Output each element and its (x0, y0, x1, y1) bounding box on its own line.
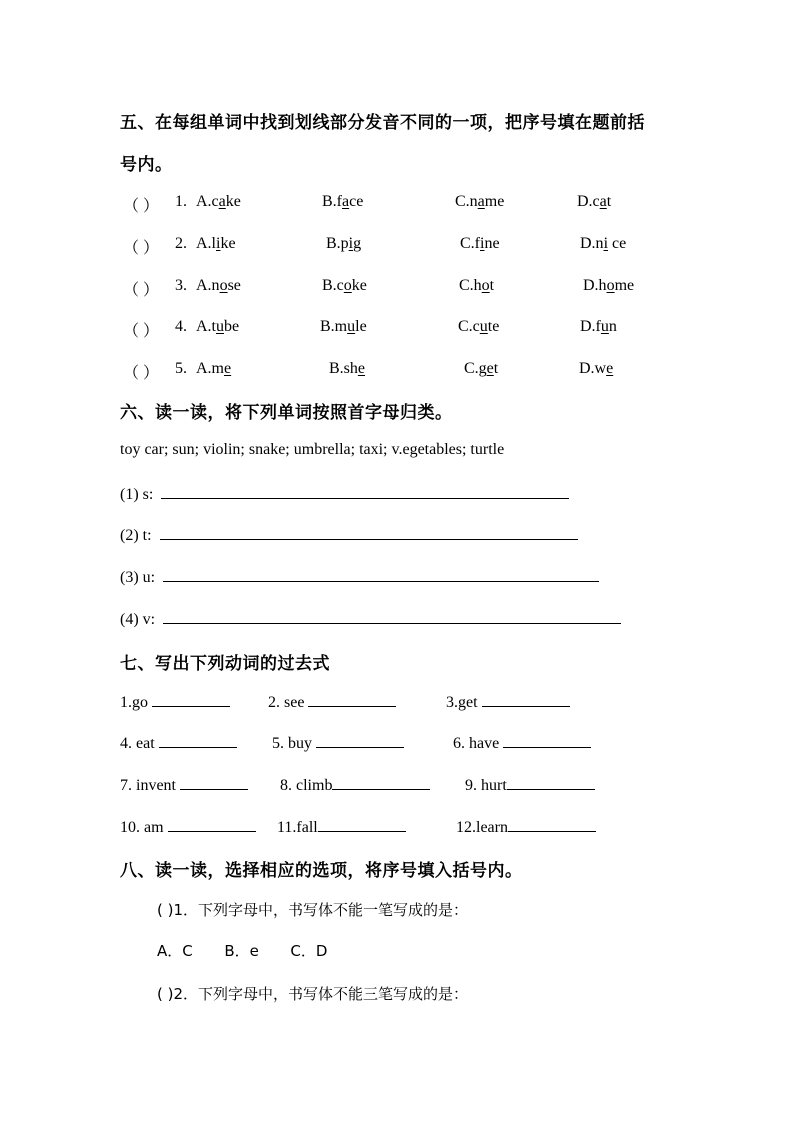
option-prefix: A.t (196, 318, 216, 335)
underlined-letter: o (219, 277, 228, 294)
answer-blank[interactable] (503, 733, 591, 748)
underlined-letter: i (348, 235, 354, 252)
word-list: toy car; sun; violin; snake; umbrella; taxi; v.egetables; turtle (120, 441, 505, 458)
option-prefix: B.m (320, 318, 348, 335)
answer-blank[interactable] (159, 733, 237, 748)
option-prefix: C.h (459, 277, 482, 294)
verb-item (456, 817, 596, 837)
option-prefix: D.n (580, 235, 604, 252)
answer-parentheses[interactable]: （ ） (123, 282, 160, 299)
answer-blank[interactable] (507, 775, 595, 790)
verb-item (120, 775, 248, 795)
verb-label: 5. buy (272, 735, 312, 752)
option-b (322, 193, 363, 211)
answer-blank[interactable] (318, 817, 406, 832)
option-d (583, 277, 634, 295)
verb-item (120, 692, 230, 712)
option-prefix: A.c (196, 193, 219, 210)
classify-label: (4) v: (120, 611, 156, 628)
underlined-letter: i (480, 235, 485, 252)
verb-item (453, 733, 591, 753)
answer-blank[interactable] (163, 609, 621, 624)
option-a (196, 193, 241, 211)
option-suffix: ce (349, 193, 364, 210)
answer-parentheses[interactable]: （ ） (123, 365, 160, 382)
verb-label: 6. have (453, 735, 500, 752)
option-prefix: A.m (196, 360, 224, 377)
verb-label: 3.get (446, 694, 478, 711)
option-c (464, 360, 498, 378)
section-5-title-line2: 号内。 (120, 155, 173, 174)
verb-label: 4. eat (120, 735, 155, 752)
option-prefix: A.n (196, 277, 220, 294)
question-number: 4. (175, 318, 187, 335)
option-prefix: D.c (577, 193, 600, 210)
option-suffix: me (614, 277, 635, 294)
answer-blank[interactable] (508, 817, 596, 832)
answer-blank[interactable] (160, 525, 578, 540)
choice-question-2 (157, 983, 468, 1004)
section-6-title: 六、读一读，将下列单词按照首字母归类。 (120, 403, 453, 422)
underlined-letter: o (343, 277, 352, 294)
verb-label: 7. invent (120, 777, 176, 794)
choice-question-1 (157, 899, 468, 920)
option-prefix: B.f (322, 193, 342, 210)
option-c (455, 193, 504, 211)
underlined-letter: i (603, 235, 609, 252)
verb-item (268, 692, 396, 712)
option-suffix: t (489, 277, 495, 294)
underlined-letter: o (606, 277, 615, 294)
option-d (579, 360, 613, 378)
option-prefix: B.c (322, 277, 344, 294)
option-prefix: C.g (464, 360, 487, 377)
section-8-title: 八、读一读，选择相应的选项，将序号填入括号内。 (120, 861, 523, 880)
option-suffix: ne (484, 235, 500, 252)
verb-item (277, 817, 406, 837)
answer-blank[interactable] (308, 692, 396, 707)
underlined-letter: e (357, 360, 366, 377)
underlined-letter: u (600, 318, 609, 335)
answer-parentheses[interactable]: （ ） (123, 240, 160, 257)
verb-item (120, 817, 256, 837)
answer-parentheses[interactable]: ( ) (157, 901, 174, 919)
option-c (459, 277, 494, 295)
choice-options (157, 940, 327, 961)
option-prefix: C.f (460, 235, 480, 252)
option-suffix: te (487, 318, 500, 335)
option-suffix: t (493, 360, 499, 377)
answer-blank[interactable] (482, 692, 570, 707)
question-text: 1．下列字母中，书写体不能一笔写成的是： (173, 901, 469, 919)
question-text: 2．下列字母中，书写体不能三笔写成的是： (173, 985, 469, 1003)
section-7-title: 七、写出下列动词的过去式 (120, 654, 330, 673)
classify-label: (3) u: (120, 569, 156, 586)
answer-blank[interactable] (168, 817, 256, 832)
option-a: A．C (157, 942, 193, 960)
option-prefix: C.n (455, 193, 478, 210)
option-b (322, 277, 367, 295)
verb-item (465, 775, 595, 795)
classify-line-t (120, 525, 578, 545)
option-a (196, 277, 241, 295)
option-prefix: A.l (196, 235, 216, 252)
verb-item (280, 775, 430, 795)
classify-line-u (120, 567, 599, 587)
option-d (577, 193, 611, 211)
answer-blank[interactable] (332, 775, 430, 790)
option-c: C．D (290, 942, 328, 960)
verb-item (272, 733, 404, 753)
option-prefix: C.c (458, 318, 480, 335)
option-c (460, 235, 500, 253)
option-suffix: le (355, 318, 367, 335)
option-d (580, 318, 617, 336)
option-d (580, 235, 626, 253)
answer-blank[interactable] (152, 692, 230, 707)
underlined-letter: a (218, 193, 226, 210)
option-suffix: ce (608, 235, 627, 252)
option-b: B．e (224, 942, 259, 960)
option-suffix: n (608, 318, 617, 335)
option-prefix: D.w (579, 360, 607, 377)
underlined-letter: a (342, 193, 350, 210)
question-number: 5. (175, 360, 187, 377)
underlined-letter: e (606, 360, 614, 377)
underlined-letter: a (599, 193, 607, 210)
option-suffix: ke (225, 193, 241, 210)
answer-blank[interactable] (161, 484, 569, 499)
option-prefix: B.sh (329, 360, 358, 377)
question-number: 1. (175, 193, 187, 210)
classify-line-s (120, 484, 569, 504)
verb-label: 11.fall (277, 819, 318, 836)
answer-blank[interactable] (180, 775, 248, 790)
classify-label: (1) s: (120, 486, 154, 503)
option-c (458, 318, 499, 336)
verb-label: 12.learn (456, 819, 508, 836)
option-a (196, 318, 239, 336)
option-suffix: se (227, 277, 241, 294)
verb-item (120, 733, 237, 753)
option-prefix: B.p (326, 235, 349, 252)
option-suffix: t (606, 193, 612, 210)
option-b (329, 360, 365, 378)
underlined-letter: a (477, 193, 485, 210)
underlined-letter: e (486, 360, 494, 377)
underlined-letter: o (481, 277, 490, 294)
option-suffix: g (353, 235, 362, 252)
verb-label: 8. climb (280, 777, 333, 794)
underlined-letter: u (216, 318, 224, 335)
option-a (196, 360, 231, 378)
section-5-title-line1: 五、在每组单词中找到划线部分发音不同的一项，把序号填在题前括 (120, 113, 645, 132)
option-b (320, 318, 367, 336)
verb-label: 10. am (120, 819, 164, 836)
answer-blank[interactable] (316, 733, 404, 748)
option-a (196, 235, 236, 253)
underlined-letter: u (347, 318, 356, 335)
underlined-letter: e (224, 360, 232, 377)
option-prefix: D.f (580, 318, 601, 335)
underlined-letter: i (216, 235, 221, 252)
verb-label: 9. hurt (465, 777, 507, 794)
verb-label: 2. see (268, 694, 305, 711)
option-suffix: me (484, 193, 505, 210)
answer-blank[interactable] (163, 567, 599, 582)
option-b (326, 235, 361, 253)
verb-item (446, 692, 570, 712)
classify-label: (2) t: (120, 527, 152, 544)
option-suffix: ke (220, 235, 236, 252)
option-suffix: ke (351, 277, 367, 294)
answer-parentheses[interactable]: （ ） (123, 198, 160, 215)
underlined-letter: u (479, 318, 488, 335)
question-number: 3. (175, 277, 187, 294)
option-prefix: D.h (583, 277, 607, 294)
answer-parentheses[interactable]: ( ) (157, 985, 174, 1003)
question-number: 2. (175, 235, 187, 252)
verb-label: 1.go (120, 694, 148, 711)
classify-line-v (120, 609, 621, 629)
option-suffix: be (224, 318, 240, 335)
answer-parentheses[interactable]: （ ） (123, 323, 160, 340)
